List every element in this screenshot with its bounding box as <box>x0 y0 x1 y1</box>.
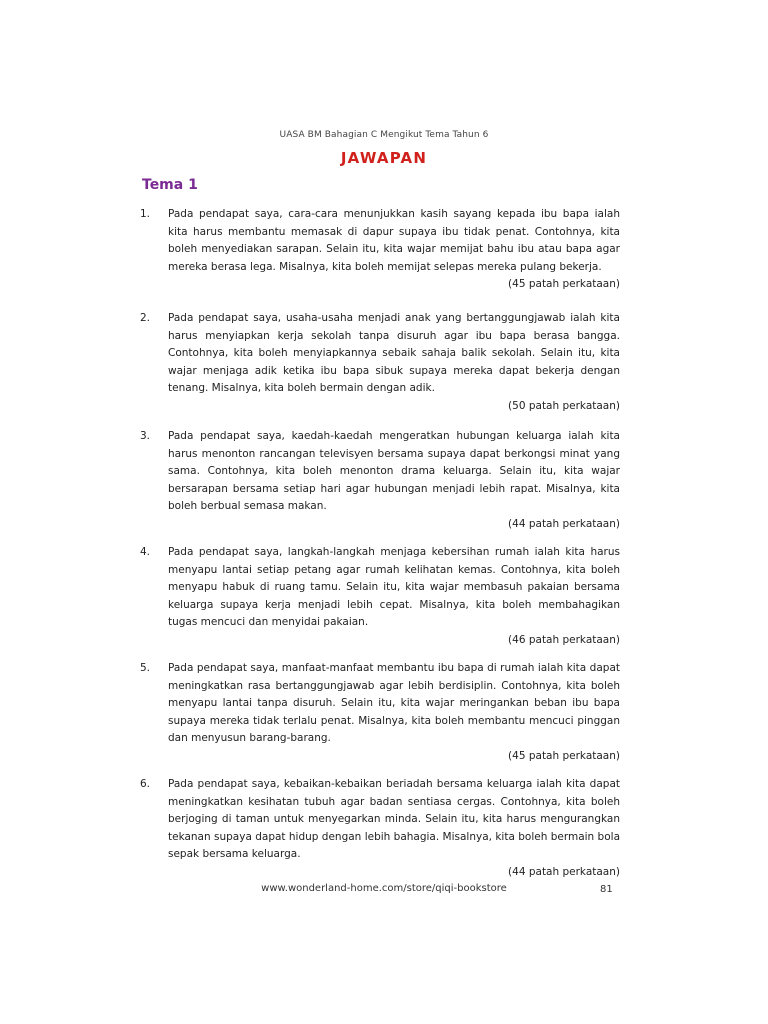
answer-number: 4. <box>140 546 151 558</box>
answer-number: 3. <box>140 430 151 442</box>
answer-text: Pada pendapat saya, manfaat-manfaat membantu ibu bapa di rumah ialah kita dapat meningkatkan rasa bertanggungjawab agar lebih berdisiplin. Contohnya, kita boleh menyapu lantai tanpa disuruh. Selain itu, kita wajar meringankan beban ibu bapa supaya mereka tidak terlalu penat. Misalnya, kita boleh membantu mencuci pinggan dan menyusun barang-barang. <box>168 662 620 744</box>
answer-number: 1. <box>140 208 151 220</box>
footer-url: www.wonderland-home.com/store/qiqi-bookstore <box>261 883 507 894</box>
word-count: (46 patah perkataan) <box>508 633 620 646</box>
answer-text: Pada pendapat saya, cara-cara menunjukkan kasih sayang kepada ibu bapa ialah kita harus membantu memasak di dapur supaya ibu tidak penat. Contohnya, kita boleh menyediakan sarapan. Selain itu, kita wajar memijat bahu ibu atau bapa agar mereka berasa lega. Misalnya, kita boleh memijat selepas mereka pulang bekerja. <box>168 208 620 273</box>
answer-item <box>140 206 620 294</box>
section-title: Tema 1 <box>142 177 198 193</box>
answer-text: Pada pendapat saya, kaedah-kaedah mengeratkan hubungan keluarga ialah kita harus menonton rancangan televisyen bersama supaya dapat berkongsi minat yang sama. Contohnya, kita boleh menonton drama keluarga. Selain itu, kita wajar bersarapan bersama setiap hari agar hubungan menjadi lebih rapat. Misalnya, kita boleh berbual semasa makan. <box>168 430 620 512</box>
answer-item <box>140 776 620 881</box>
page-title: JAWAPAN <box>340 149 428 167</box>
answer-item <box>140 544 620 649</box>
answer-text: Pada pendapat saya, usaha-usaha menjadi anak yang bertanggungjawab ialah kita harus menyiapkan kerja sekolah tanpa disuruh agar ibu bapa berasa bangga. Contohnya, kita boleh menyiapkannya sebaik sahaja balik sekolah. Selain itu, kita wajar menjaga adik ketika ibu bapa sibuk supaya mereka dapat bekerja dengan tenang. Misalnya, kita boleh bermain dengan adik. <box>168 312 620 394</box>
word-count: (44 patah perkataan) <box>508 865 620 878</box>
answer-item <box>140 310 620 415</box>
word-count: (45 patah perkataan) <box>508 749 620 762</box>
answer-item <box>140 428 620 533</box>
answer-number: 5. <box>140 662 151 674</box>
running-head: UASA BM Bahagian C Mengikut Tema Tahun 6 <box>279 130 489 140</box>
answer-text: Pada pendapat saya, langkah-langkah menjaga kebersihan rumah ialah kita harus menyapu lantai setiap petang agar rumah kelihatan kemas. Contohnya, kita boleh menyapu habuk di ruang tamu. Selain itu, kita wajar membasuh pakaian bersama keluarga supaya kerja menjadi lebih cepat. Misalnya, kita boleh membahagikan tugas mencuci dan menyidai pakaian. <box>168 546 620 628</box>
word-count: (44 patah perkataan) <box>508 517 620 530</box>
answer-number: 6. <box>140 778 151 790</box>
word-count: (50 patah perkataan) <box>508 399 620 412</box>
word-count: (45 patah perkataan) <box>508 278 620 290</box>
answer-item <box>140 660 620 765</box>
answer-number: 2. <box>140 312 151 324</box>
page-number: 81 <box>600 884 613 895</box>
answer-text: Pada pendapat saya, kebaikan-kebaikan beriadah bersama keluarga ialah kita dapat meningkatkan kesihatan tubuh agar badan sentiasa cergas. Contohnya, kita boleh berjoging di taman untuk menyegarkan minda. Selain itu, kita harus mengurangkan tekanan supaya dapat hidup dengan lebih bahagia. Misalnya, kita boleh bermain bola sepak bersama keluarga. <box>168 778 620 860</box>
